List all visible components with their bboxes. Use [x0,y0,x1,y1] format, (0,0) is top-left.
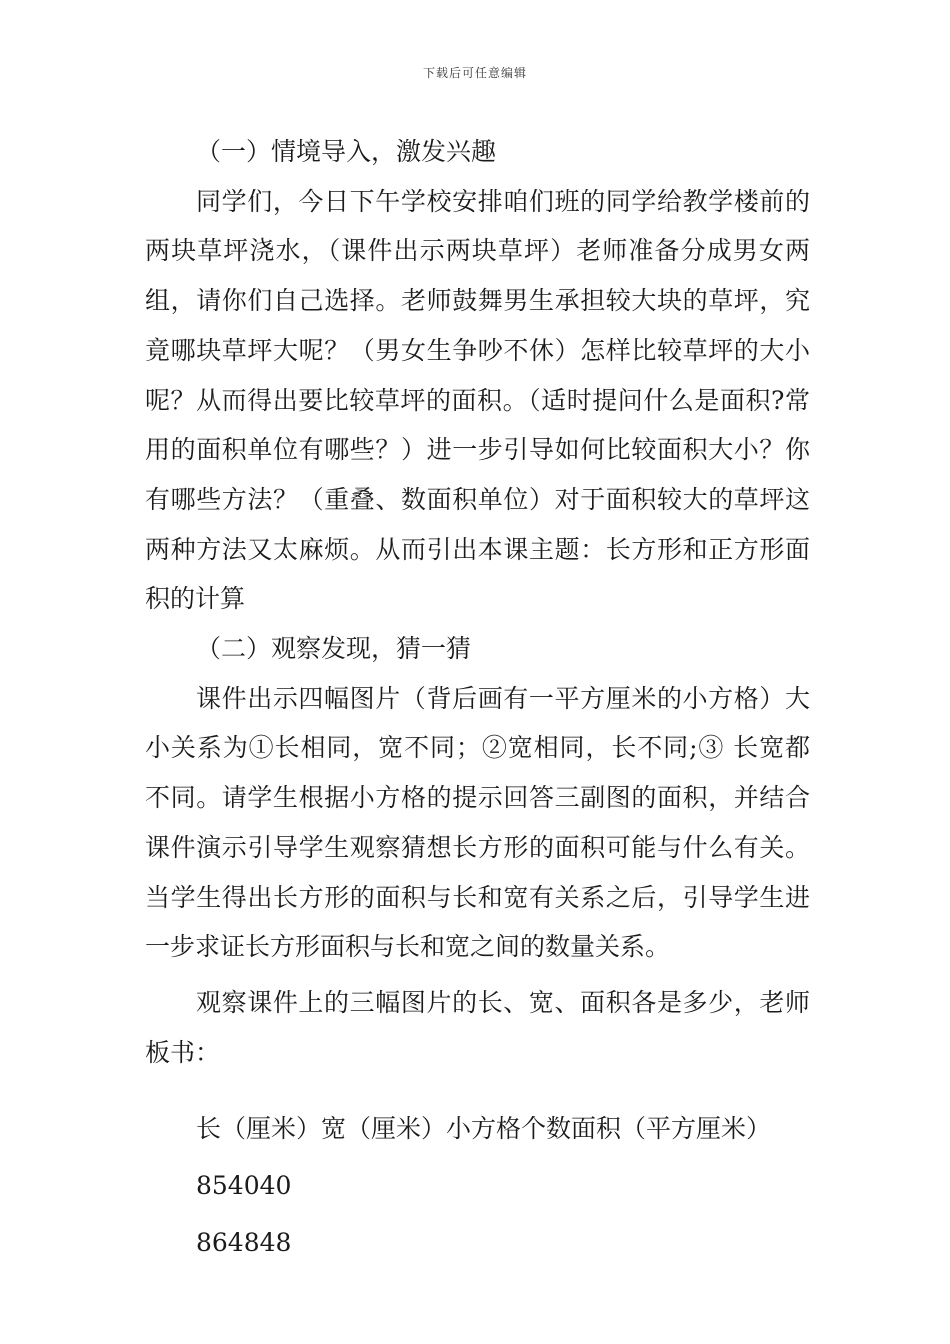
document-body [145,127,810,1267]
table-row: 864848 [196,1227,292,1257]
paragraph-board: 观察课件上的三幅图片的长、宽、面积各是多少，老师板书： [145,987,810,1067]
paragraph-observe: 课件出示四幅图片（背后画有一平方厘米的小方格）大小关系为①长相同，宽不同；②宽相同，长不同;③ 长宽都不同。请学生根据小方格的提示回答三副图的面积，并结合课件演示引导学生观察猜想长方形的面积可能与什么有关。当学生得出长方形的面积与长和宽有关系之后，引导学生进一步求证长方形面积与长和宽之间的数量关系。 [145,683,810,962]
page-header: 下载后可任意编辑 [422,66,527,80]
table-header-row: 长（厘米）宽（厘米）小方格个数面积（平方厘米） [196,1114,772,1144]
table-row: 854040 [196,1171,292,1201]
paragraph-intro: 同学们，今日下午学校安排咱们班的同学给教学楼前的两块草坪浇水，（课件出示两块草坪）老师准备分成男女两组，请你们自己选择。老师鼓舞男生承担较大块的草坪，究竟哪块草坪大呢？（男女生争吵不休）怎样比较草坪的大小呢？从而得出要比较草坪的面积。（适时提问什么是面积?常用的面积单位有哪些？）进一步引导如何比较面积大小？你有哪些方法？（重叠、数面积单位）对于面积较大的草坪这两种方法又太麻烦。从而引出本课主题：长方形和正方形面积的计算 [145,186,810,614]
section-heading-1: （一）情境导入，激发兴趣 [196,137,497,166]
section-heading-2: （二）观察发现，猜一猜 [196,634,472,664]
